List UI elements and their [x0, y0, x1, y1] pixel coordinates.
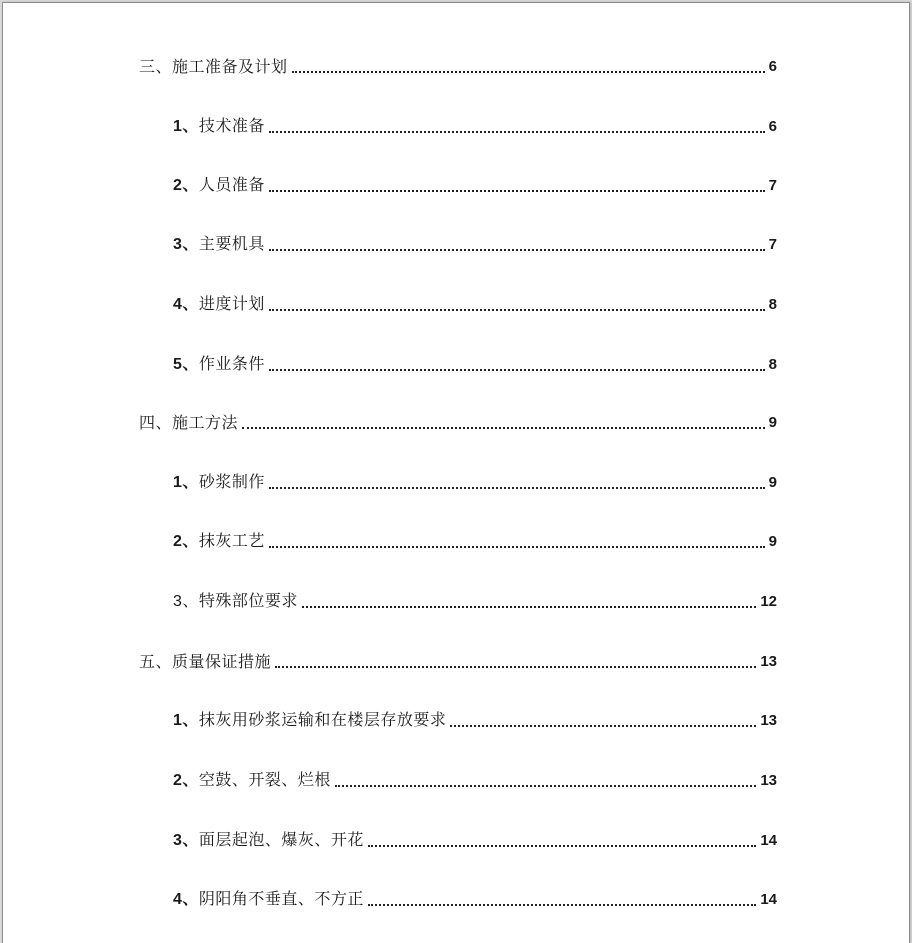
- toc-entry-number: 1、: [173, 118, 199, 135]
- toc-leader-dots: [335, 785, 756, 787]
- toc-leader-dots: [242, 427, 765, 429]
- toc-entry-label: [173, 234, 265, 255]
- toc-entry-number: 3、: [173, 593, 199, 610]
- toc-entry-number: 2、: [173, 533, 199, 550]
- toc-entry-section-5[interactable]: [139, 648, 777, 672]
- toc-entry-3-3[interactable]: [173, 231, 777, 255]
- toc-entry-title: 阴阳角不垂直、不方正: [198, 889, 364, 908]
- toc-leader-dots: [450, 725, 756, 727]
- toc-entry-section-3[interactable]: [139, 53, 777, 77]
- toc-leader-dots: [269, 309, 765, 311]
- toc-entry-3-5[interactable]: [173, 351, 777, 375]
- toc-entry-3-4[interactable]: [173, 291, 777, 315]
- toc-page-number: 6: [768, 58, 777, 75]
- toc-leader-dots: [368, 904, 756, 906]
- toc-page-number: 14: [760, 891, 777, 908]
- document-page: [2, 2, 910, 943]
- toc-leader-dots: [269, 131, 765, 133]
- toc-entry-label: [173, 770, 331, 791]
- toc-page-number: 12: [760, 593, 777, 610]
- toc-leader-dots: [292, 71, 765, 73]
- toc-page-number: 9: [768, 474, 777, 491]
- toc-entry-number: 5、: [173, 356, 199, 373]
- toc-entry-4-3[interactable]: [173, 588, 777, 612]
- toc-entry-5-3[interactable]: [173, 827, 777, 851]
- toc-entry-number: 2、: [173, 772, 199, 789]
- toc-entry-5-4[interactable]: [173, 886, 777, 910]
- toc-page-number: 13: [760, 653, 777, 670]
- toc-entry-5-1[interactable]: [173, 707, 777, 731]
- toc-entry-label: [139, 413, 238, 433]
- toc-entry-title: 施工准备及计划: [172, 57, 288, 76]
- toc-page-number: 7: [768, 177, 777, 194]
- toc-page-number: 9: [768, 414, 777, 431]
- toc-entry-label: [173, 294, 265, 315]
- toc-entry-number: 四、: [139, 413, 173, 432]
- toc-entry-label: [173, 116, 265, 137]
- toc-entry-title: 抹灰用砂浆运输和在楼层存放要求: [198, 710, 447, 729]
- toc-entry-label: [173, 472, 265, 493]
- toc-entry-label: [139, 652, 271, 672]
- toc-entry-title: 面层起泡、爆灰、开花: [198, 830, 364, 849]
- toc-leader-dots: [269, 249, 765, 251]
- table-of-contents: [3, 3, 909, 943]
- toc-page-number: 8: [768, 356, 777, 373]
- toc-entry-number: 1、: [173, 474, 199, 491]
- toc-entry-label: [173, 175, 265, 196]
- toc-entry-3-2[interactable]: [173, 172, 777, 196]
- toc-entry-title: 作业条件: [198, 354, 265, 373]
- toc-entry-label: [173, 354, 265, 375]
- toc-page-number: 6: [768, 118, 777, 135]
- toc-leader-dots: [269, 369, 765, 371]
- toc-entry-title: 质量保证措施: [172, 652, 272, 671]
- toc-entry-number: 三、: [139, 57, 173, 76]
- toc-leader-dots: [269, 546, 765, 548]
- toc-leader-dots: [302, 606, 756, 608]
- toc-entry-title: 砂浆制作: [198, 472, 265, 491]
- toc-entry-title: 人员准备: [198, 175, 265, 194]
- toc-entry-title: 空鼓、开裂、烂根: [198, 770, 331, 789]
- toc-entry-number: 4、: [173, 296, 199, 313]
- toc-entry-label: [139, 57, 288, 77]
- toc-entry-title: 技术准备: [198, 116, 265, 135]
- toc-page-number: 9: [768, 533, 777, 550]
- toc-leader-dots: [368, 845, 756, 847]
- toc-entry-number: 2、: [173, 177, 199, 194]
- toc-entry-title: 施工方法: [172, 413, 239, 432]
- toc-entry-title: 抹灰工艺: [198, 531, 265, 550]
- toc-entry-label: [173, 591, 298, 612]
- toc-entry-5-2[interactable]: [173, 767, 777, 791]
- toc-entry-label: [173, 531, 265, 552]
- toc-entry-4-2[interactable]: [173, 528, 777, 552]
- toc-entry-number: 3、: [173, 236, 199, 253]
- toc-entry-title: 进度计划: [198, 294, 265, 313]
- toc-page-number: 7: [768, 236, 777, 253]
- toc-entry-label: [173, 889, 364, 910]
- toc-entry-number: 3、: [173, 832, 199, 849]
- toc-entry-number: 4、: [173, 891, 199, 908]
- toc-entry-section-4[interactable]: [139, 409, 777, 433]
- toc-page-number: 13: [760, 772, 777, 789]
- toc-leader-dots: [269, 487, 765, 489]
- toc-page-number: 14: [760, 832, 777, 849]
- toc-entry-4-1[interactable]: [173, 469, 777, 493]
- toc-entry-label: [173, 830, 364, 851]
- toc-page-number: 8: [768, 296, 777, 313]
- toc-entry-title: 主要机具: [198, 234, 265, 253]
- toc-entry-number: 五、: [139, 652, 173, 671]
- toc-leader-dots: [269, 190, 765, 192]
- toc-entry-number: 1、: [173, 712, 199, 729]
- toc-entry-label: [173, 710, 446, 731]
- toc-leader-dots: [275, 666, 756, 668]
- toc-entry-3-1[interactable]: [173, 113, 777, 137]
- toc-entry-title: 特殊部位要求: [198, 591, 298, 610]
- toc-page-number: 13: [760, 712, 777, 729]
